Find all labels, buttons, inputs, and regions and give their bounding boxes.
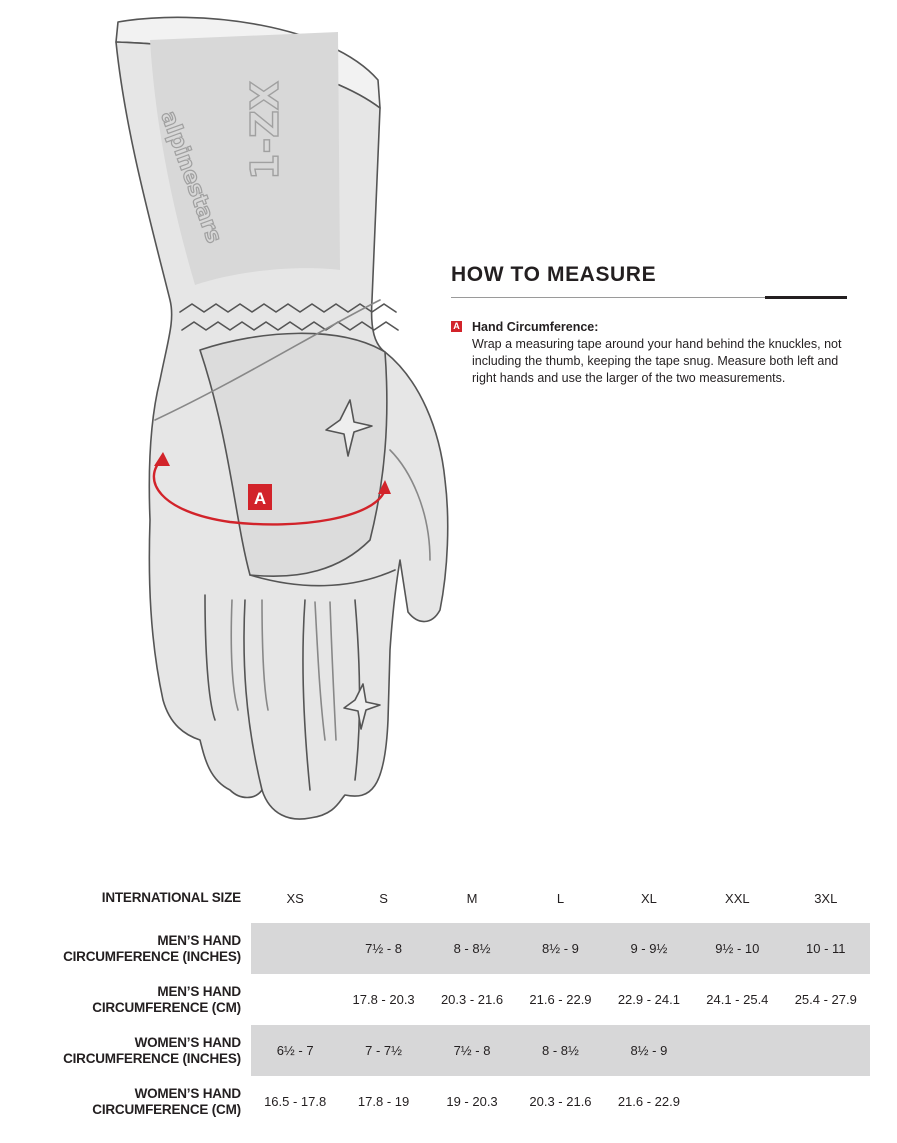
table-cell: 7 - 7½ xyxy=(339,1025,427,1076)
size-xxl: XXL xyxy=(725,890,750,906)
table-cell: 8½ - 9 xyxy=(605,1025,693,1076)
title-divider xyxy=(451,296,847,299)
size-header-row xyxy=(0,873,870,923)
table-cell: 20.3 - 21.6 xyxy=(440,992,504,1007)
table-cell: 19 - 20.3 xyxy=(446,1094,498,1109)
size-xs: XS xyxy=(286,890,304,906)
table-cell: 25.4 - 27.9 xyxy=(794,992,857,1007)
table-row xyxy=(0,974,870,1025)
table-cell: 6½ - 7 xyxy=(251,1025,339,1076)
row-label: WOMEN’S HAND CIRCUMFERENCE (CM) xyxy=(92,1085,241,1117)
measure-item-hand-circumference xyxy=(451,319,851,387)
table-cell: 8½ - 9 xyxy=(516,923,604,974)
glove-model-lettering: 1-ZX xyxy=(243,80,287,180)
measure-instructions: Wrap a measuring tape around your hand behind the knuckles, not including the thumb, keeping the tape snug. Measure both left and right hands and use the larger of the two measurements. xyxy=(472,337,842,385)
table-cell: 20.3 - 21.6 xyxy=(529,1094,592,1109)
table-cell: 7½ - 8 xyxy=(428,1025,516,1076)
size-l: L xyxy=(556,890,565,906)
table-cell: 22.9 - 24.1 xyxy=(617,992,680,1007)
table-cell: 9½ - 10 xyxy=(693,923,781,974)
size-3xl: 3XL xyxy=(814,890,838,906)
table-cell: 24.1 - 25.4 xyxy=(706,992,769,1007)
measure-marker xyxy=(248,484,272,510)
row-label: MEN’S HAND CIRCUMFERENCE (INCHES) xyxy=(63,932,241,964)
row-label: WOMEN’S HAND CIRCUMFERENCE (INCHES) xyxy=(63,1034,241,1066)
table-row xyxy=(0,1025,870,1076)
table-cell: 8 - 8½ xyxy=(428,923,516,974)
svg-text:A: A xyxy=(253,489,267,508)
size-s: S xyxy=(379,890,388,906)
table-cell xyxy=(251,974,339,1025)
table-cell: 17.8 - 19 xyxy=(357,1094,410,1109)
table-cell: 16.5 - 17.8 xyxy=(264,1094,327,1109)
table-cell: 8 - 8½ xyxy=(516,1025,604,1076)
how-to-measure-title: HOW TO MEASURE xyxy=(451,263,657,286)
table-cell: 9 - 9½ xyxy=(605,923,693,974)
table-cell: 21.6 - 22.9 xyxy=(529,992,592,1007)
row-label: MEN’S HAND CIRCUMFERENCE (CM) xyxy=(92,983,241,1015)
table-cell xyxy=(693,1076,781,1127)
size-chart-table xyxy=(0,873,870,1127)
table-cell: 10 - 11 xyxy=(782,923,870,974)
svg-text:alpinestars: alpinestars xyxy=(155,107,227,247)
size-m: M xyxy=(466,890,478,906)
glove-illustration xyxy=(0,0,460,840)
measure-badge: A xyxy=(451,321,462,332)
table-row xyxy=(0,1076,870,1127)
size-xl: XL xyxy=(640,890,657,906)
table-row xyxy=(0,923,870,974)
table-cell xyxy=(251,923,339,974)
how-to-measure-panel xyxy=(451,262,851,387)
header-label: INTERNATIONAL SIZE xyxy=(101,890,241,905)
table-cell xyxy=(782,1076,870,1127)
table-cell xyxy=(782,1025,870,1076)
table-cell: 21.6 - 22.9 xyxy=(617,1094,680,1109)
table-cell: 7½ - 8 xyxy=(339,923,427,974)
table-cell: 17.8 - 20.3 xyxy=(352,992,415,1007)
table-cell xyxy=(693,1025,781,1076)
measure-heading: Hand Circumference: xyxy=(472,320,599,334)
